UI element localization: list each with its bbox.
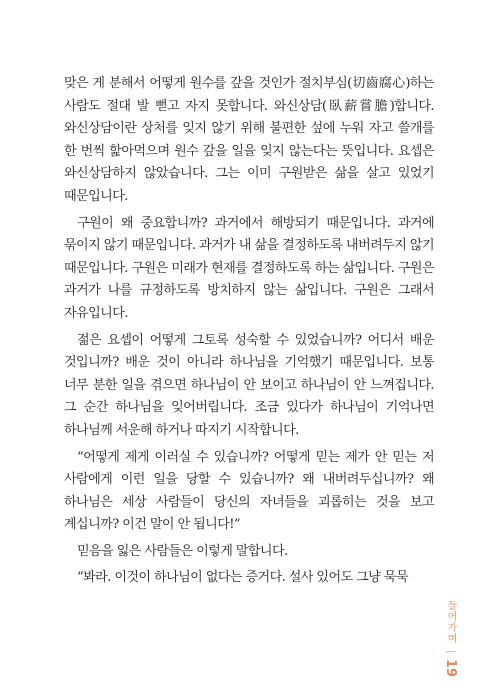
running-head-separator: | (445, 650, 456, 654)
paragraph: 맞은 게 분해서 어떻게 원수를 갚을 것인가 절치부심(切齒腐心)하는 사람도 절대 발 뻗고 자지 못합니다. 와신상담(臥薪嘗膽)합니다. 와신상담이란 상처를 잊지 않기 위해 불편한 섶에 누워 자고 쓸개를 한 번씩 핥아먹으며 원수 갚을 일을 잊지 않는다는 뜻입니다. 요셉은 와신상담하지 않았습니다. 그는 이미 구원받은 삶을 살고 있었기 때문입니다. (64, 76, 434, 204)
running-head (443, 600, 458, 677)
body-text (64, 73, 434, 594)
paragraph: “어떻게 제게 이러실 수 있습니까? 어떻게 믿는 제가 안 믿는 저 사람에게 이런 일을 당할 수 있습니까? 왜 내버려두십니까? 왜 하나님은 세상 사람들이 당신의 자녀들을 괴롭히는 것을 보고 계십니까? 이건 말이 안 됩니다!” (64, 449, 434, 533)
paragraph: 믿음을 잃은 사람들은 이렇게 말합니다. (77, 543, 288, 559)
paragraph: 구원이 왜 중요합니까? 과거에서 해방되기 때문입니다. 과거에 묶이지 않기 때문입니다. 과거가 내 삶을 결정하도록 내버려두지 않기 때문입니다. 구원은 미래가 현재를 결정하도록 하는 삶입니다. 구원은 과거가 나를 규정하도록 방치하지 않는 삶입니다. 구원은 그래서 자유입니다. (64, 215, 434, 321)
page-number: 19 (443, 659, 458, 678)
paragraph: “봐라. 이것이 하나님이 없다는 증거다. 설사 있어도 그냥 묵묵 (77, 570, 408, 586)
running-head-section: 들어가며 (445, 600, 456, 644)
paragraph: 젊은 요셉이 어떻게 그토록 성숙할 수 있었습니까? 어디서 배운 것입니까? 배운 것이 아니라 하나님을 기억했기 때문입니다. 보통 너무 분한 일을 겪으면 하나님이 안 보이고 하나님이 안 느껴집니다. 그 순간 하나님을 잊어버립니다. 조금 있다가 하나님이 기억나면 하나님께 서운해 하거나 따지기 시작합니다. (64, 332, 434, 438)
